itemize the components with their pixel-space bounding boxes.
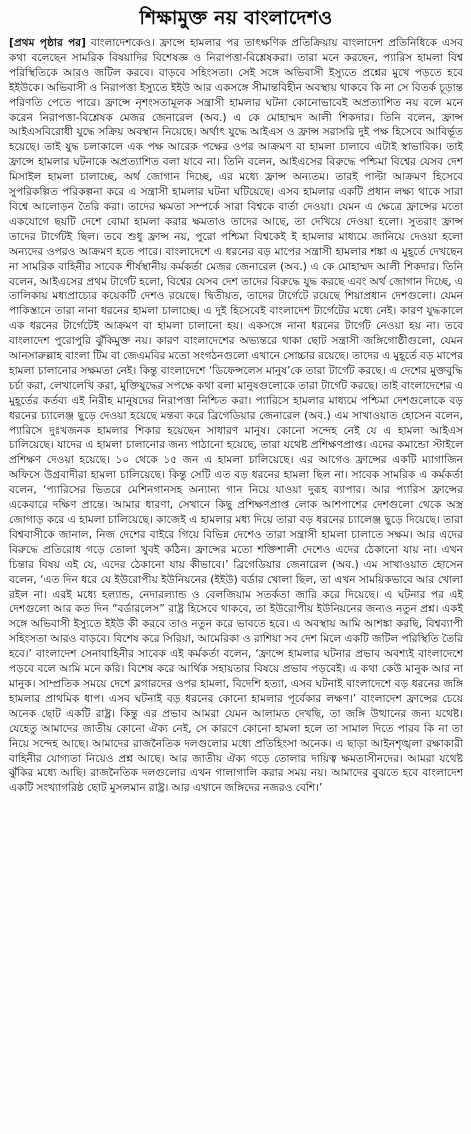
- continued-from-label: [প্রথম পৃষ্ঠার পর]: [9, 37, 86, 49]
- article-body: [9, 36, 463, 796]
- article-body-text: বাংলাদেশকেও। ফ্রান্সে হামলার পর তাৎক্ষণিক প্রতিক্রিয়ায় বাংলাদেশ প্রতিনিধিকে এসব কথা বলেছেন সামরিক বিষয়াদির বিশেষজ্ঞ ও নিরাপত্তা-বিশ্লেষকরা। তারা মনে করছেন, প্যারিস হামলা বিশ্ব পরিস্থিতিকে আরও জটিল করবে। বাড়বে সহিংসতা। সেই সঙ্গে অভিবাসী ইস্যুতে প্রশ্নের মুখে পড়তে হবে ইইউকে। অভিবাসী ও নিরাপত্তা ইস্যুতে ইইউ আর একসঙ্গে সীমান্তবিহীন অবস্থায় থাকবে কি না সে বিতর্ক চূড়ান্ত পরিণতি পেতে পারে। ফ্রান্সে নৃশংসতামূলক সন্ত্রাসী হামলার ঘটনা কোনোভাবেই অপ্রত্যাশিত নয় বলে মনে করেন নিরাপত্তা-বিশ্লেষক মেজর জেনারেল (অব.) এ কে মোহাম্মদ আলী শিকদার। তিনি বলেন, ফ্রান্স আইএসবিরোধী যুদ্ধে সক্রিয় অবস্থান নিয়েছে। অর্থাৎ যুদ্ধে আইএস ও ফ্রান্স সরাসরি দুই পক্ষ হিসেবে আবির্ভূত হয়েছে। তাই যুদ্ধ চলাকালে এক পক্ষ আরেক পক্ষের ওপর আক্রমণ বা হামলা চালাবে এটাই স্বাভাবিক। তাই ফ্রান্সে হামলার ঘটনাকে অপ্রত্যাশিত বলা যাবে না। তিনি বলেন, আইএসের বিরুদ্ধে পশ্চিমা বিশ্বের যেসব দেশ মিসাইল হামলা চালাচ্ছে, অর্থ জোগান দিচ্ছে, এর মধ্যে ফ্রান্স অন্যতম। তারই পাল্টা আক্রমণ হিসেবে সুপরিকল্পিত পরিকল্পনা করে এ সন্ত্রাসী হামলার ঘটনা ঘটিয়েছে। এসব হামলার একটি প্রধান লক্ষ্য থাকে সারা বিশ্বে আলোড়ন তৈরি করা। তাদের ক্ষমতা সম্পর্কে সারা বিশ্বকে বার্তা দেওয়া। যেমন এ ক্ষেত্রে ফ্রান্সের মতো একযোগে ছয়টি দেশে বোমা হামলা করার ক্ষমতাও তাদের আছে, তা দেখিয়ে দেওয়া হলো। সুতরাং ফ্রান্স তাদের টার্গেটই ছিল। তবে শুধু ফ্রান্স নয়, পুরো পশ্চিমা বিশ্বকেই ই হামলার মাধ্যমে জানিয়ে দেওয়া হলো অন্যদের ওপরও আক্রমণ হতে পারে। বাংলাদেশে এ ধরনের বড় মাপের সন্ত্রাসী হামলার শঙ্কা এ মুহূর্তে দেখছেন না সামরিক বাহিনীর সাবেক শীর্ষস্থানীয় কর্মকর্তা মেজর জেনারেল (অব.) এ কে মোহাম্মদ আলী শিকদার। তিনি বলেন, আইএসের প্রথম টার্গেট হলো, বিশ্বের যেসব দেশ তাদের বিরুদ্ধে যুদ্ধ করছে এবং অর্থ জোগান দিচ্ছে, এ তালিকায় মধ্যপ্রাচ্যের কয়েকটি দেশও রয়েছে। দ্বিতীয়ত, তাদের টার্গেটে রয়েছে শিয়াপ্রধান দেশগুলো। যেমন পাকিস্তানে তারা নানা ধরনের হামলা চালাচ্ছে। এ দুই হিসেবেই বাংলাদেশ টার্গেটের মধ্যে নেই। কারণ যুদ্ধকালে এক ধরনের টার্গেটেই আক্রমণ বা হামলা চালানো হয়। একসঙ্গে নানা ধরনের টার্গেট নেওয়া হয় না। তবে বাংলাদেশ পুরোপুরি ঝুঁকিমুক্ত নয়। কারণ বাংলাদেশের অভ্যন্তরে থাকা ছোট সন্ত্রাসী জঙ্গিগোষ্ঠীগুলো, যেমন আনসারুল্লাহ বাংলা টিম বা জেএমবির মতো সংগঠনগুলো এখানে সোচ্চার রয়েছে। তাদের এ মুহূর্তে বড় মাপের হামলা চালানোর সক্ষমতা নেই। কিন্তু বাংলাদেশে ‘ডিফেন্সলেস মানুষ’কে তারা টার্গেট করছে। এ দেশের মুক্তবুদ্ধি চর্চা করা, লেখালেখি করা, মুক্তিযুদ্ধের সপক্ষে কথা বলা মানুষগুলোকে তারা টার্গেট করছে। তাই বাংলাদেশের এ মুহূর্তের কর্তব্য এই নিরীহ মানুষদের নিরাপত্তা নিশ্চিত করা। প্যারিসে হামলার মাধ্যমে পশ্চিমা দেশগুলোকে বড় ধরনের চ্যালেঞ্জ ছুড়ে দেওয়া হয়েছে মন্তব্য করে ব্রিগেডিয়ার জেনারেল (অব.) এম সাখাওয়াত হোসেন বলেন, প্যারিসে দুঃখজনক হামলার শিকার হয়েছেন সাধারণ মানুষ। কোনো সন্দেহ নেই যে এ হামলা আইএস চালিয়েছে। যাদের এ হামলা চালানোর জন্য পাঠানো হয়েছে, তারা যথেষ্ট প্রশিক্ষণপ্রাপ্ত। এদের কমান্ডো স্টাইলে প্রশিক্ষণ দেওয়া হয়েছে। ১০ থেকে ১৫ জন এ হামলা চালিয়েছে। এর আগেও ফ্রান্সের একটি ম্যাগাজিন অফিসে উগ্রবাদীরা হামলা চালিয়েছে। কিন্তু সেটি এত বড় ধরনের হামলা ছিল না। সাবেক সামরিক এ কর্মকর্তা বলেন, ‘প্যারিসের ভিতরে মেশিনগানসহ অন্যান্য গান নিয়ে যাওয়া দুরূহ ব্যাপার। আর প্যারিস ফ্রান্সের একেবারে দক্ষিণ প্রান্তে। আমার ধারণা, সেখানে কিছু প্রশিক্ষণপ্রাপ্ত লোক আশপাশের দেশগুলো থেকে অস্ত্র জোগাড় করে এ হামলা চালিয়েছে। কাজেই এ হামলার মধ্য দিয়ে তারা বড় ধরনের চ্যালেঞ্জ ছুড়ে দিয়েছে। তারা বিশ্ববাসীকে জানাল, নিজ দেশের বাইরে গিয়ে বিভিন্ন দেশেও তারা সন্ত্রাসী হামলা চালাতে সক্ষম। আর এদের বিরুদ্ধে প্রতিরোধ গড়ে তোলা খুবই কঠিন। ফ্রান্সের মতো শক্তিশালী দেশেও এদের ঠেকানো যায় না। এখন চিন্তার বিষয় এই যে, এদের ঠেকানো যায় কীভাবে।’ ব্রিগেডিয়ার জেনারেল (অব.) এম সাখাওয়াত হোসেন বলেন, ‘এত দিন ধরে যে ইউরোপীয় ইউনিয়নের (ইইউ) বর্ডার খোলা ছিল, তা এখন সাময়িকভাবে আর খোলা রইল না। এরই মধ্যে হল্যান্ড, নেদারল্যান্ড ও বেলজিয়াম সতর্কতা জারি করে দিয়েছে। এ ঘটনার পর এই দেশগুলো আর কত দিন “বর্ডারলেস” রাষ্ট্র হিসেবে থাকবে, তা ইউরোপীয় ইউনিয়নের জন্যও নতুন প্রশ্ন। একই সঙ্গে অভিবাসী ইস্যুতে ইইউ কী করবে তাও নতুন করে ভাবতে হবে। এ অবস্থায় আমি আশঙ্কা করছি, বিশ্বব্যাপী সহিংসতা আরও বাড়বে। বিশেষ করে সিরিয়া, আমেরিকা ও রাশিয়া সব দেশ মিলে একটি জটিল পরিস্থিতি তৈরি হবে।’ বাংলাদেশ সেনাবাহিনীর সাবেক এই কর্মকর্তা বলেন, ‘ফ্রান্সে হামলার ঘটনার প্রভাব অবশ্যই বাংলাদেশে পড়বে বলে আমি মনে করি। বিশেষ করে আর্থিক সহায়তার বিষয়ে প্রভাব পড়বেই। এ কথা কেউ মানুক আর না মানুক। সাম্প্রতিক সময়ে দেশে ব্লগারদের ওপর হামলা, বিদেশি হত্যা, এসব ঘটনাই বাংলাদেশে বড় ধরনের জঙ্গি হামলার প্রাথমিক ধাপ। এসব ঘটনাই বড় ধরনের কোনো হামলার পূর্বেকার লক্ষণ।’ বাংলাদেশ ফ্রান্সের চেয়ে অনেক ছোট একটি রাষ্ট্র। কিন্তু এর প্রভাব আমরা যেমন আলামত দেখছি, তা জঙ্গি উত্থানের জন্য যথেষ্ট। যেহেতু আমাদের জাতীয় কোনো ঐক্য নেই, সে কারণে কোনো হামলা হলে তা সামাল দিতে পারব কি না তা নিয়ে সন্দেহ আছে। আমাদের রাজনৈতিক দলগুলোর মধ্যে প্রতিহিংসা অনেক। এ ছাড়া আইনশৃঙ্খলা রক্ষাকারী বাহিনীর যোগ্যতা নিয়েও প্রশ্ন আছে। আর জাতীয় ঐক্য গড়ে তোলার দায়িত্ব ক্ষমতাসীনদের। আমরা যথেষ্ট ঝুঁকির মধ্যে আছি। রাজনৈতিক দলগুলোর এখন গালাগালি করার সময় নয়। আমাদের বুঝতে হবে বাংলাদেশ একটি সংখ্যাগরিষ্ঠ ছোট মুসলমান রাষ্ট্র। আর এখানে জঙ্গিদের নজরও বেশি।’: [9, 37, 464, 795]
- article-paragraph: [9, 36, 463, 796]
- headline: শিক্ষামুক্ত নয় বাংলাদেশও: [139, 7, 333, 29]
